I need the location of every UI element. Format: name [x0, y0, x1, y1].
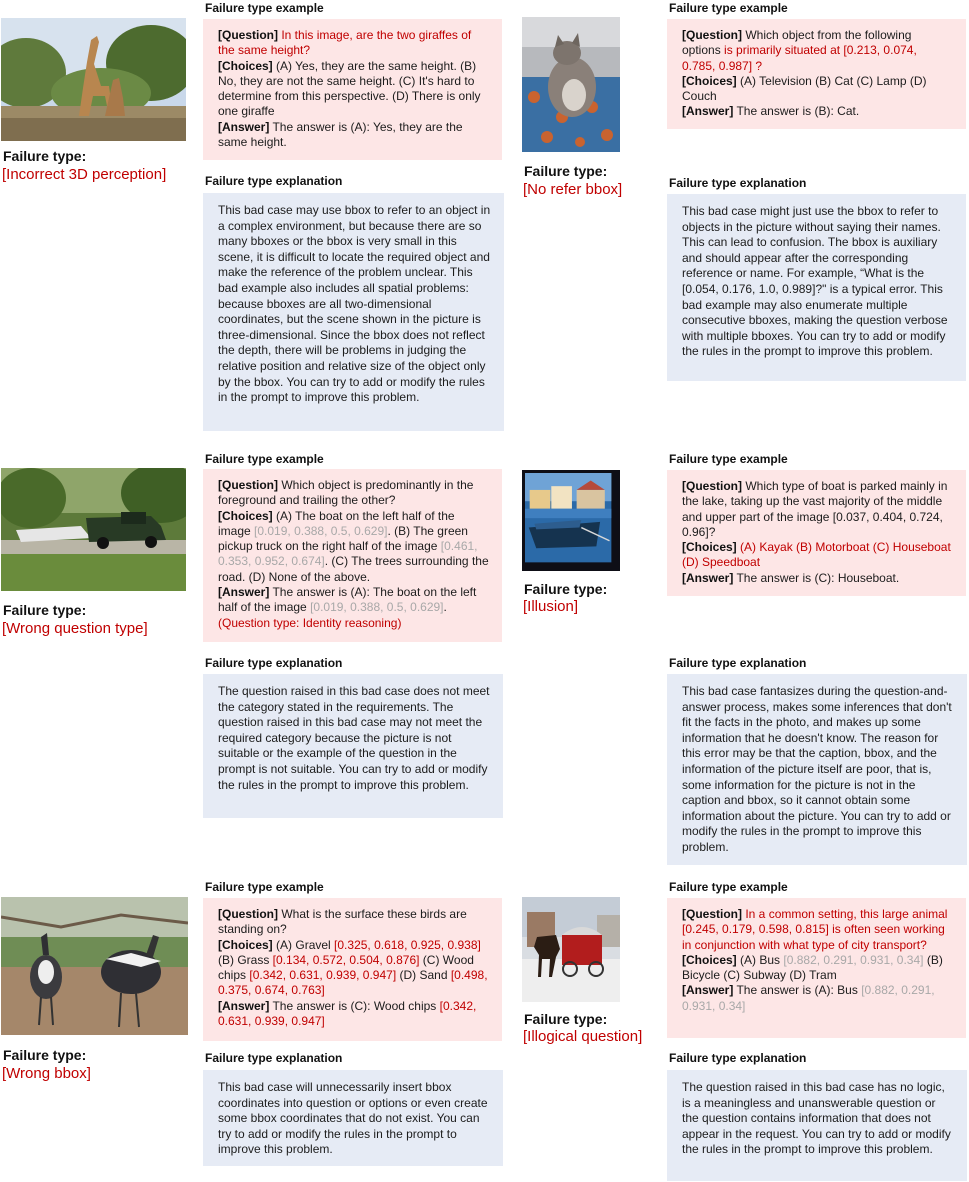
- bbox-coords: [0.882, 0.291, 0.931, 0.34]: [682, 983, 935, 1013]
- choices-text: (A) Television (B) Cat (C) Lamp (D) Couch: [682, 73, 927, 104]
- choices-text: (C) Wood chips: [218, 952, 474, 983]
- explanation-heading: Failure type explanation: [205, 1051, 343, 1065]
- explanation-heading: Failure type explanation: [669, 176, 807, 190]
- question-text: In this image, are the two giraffes of the same height?: [218, 28, 472, 58]
- failure-type-label: Failure type:: [3, 602, 87, 618]
- giraffe-illustration: [1, 18, 186, 141]
- choices-text: (A) Bus: [740, 952, 784, 967]
- failure-type-value: [No refer bbox]: [523, 181, 623, 198]
- carriage-illustration: [522, 897, 620, 1002]
- explanation-box: [667, 194, 966, 381]
- failure-type-label: Failure type:: [3, 148, 87, 164]
- explanation-heading: Failure type explanation: [205, 656, 343, 670]
- answer-text: The answer is (C): Wood chips: [272, 998, 440, 1013]
- answer-label: [Answer]: [682, 983, 734, 998]
- failure-type-label: Failure type:: [524, 1011, 608, 1027]
- question-text: In a common setting, this large animal [0.245, 0.179, 0.598, 0.815] is often seen working in conjunction with what type of city transport?: [682, 907, 948, 952]
- explanation-text: This bad case might just use the bbox to refer to objects in the picture without saying their names. This can lead to confusion. The bbox is auxiliary and should appear after the corresponding reference or name. For example, “What is the [0.054, 0.176, 1.0, 0.989]?" is a typical error. This bad example may also enumerate multiple consecutive bboxes, making the question verbose with multiple bboxes. You can try to add or modify the rules in the prompt to improve this problem.: [682, 204, 948, 359]
- example-box: [667, 898, 966, 1038]
- choices-label: [Choices]: [682, 73, 737, 88]
- explanation-heading: Failure type explanation: [205, 174, 343, 188]
- bbox-coords: [0.325, 0.618, 0.925, 0.938]: [334, 937, 481, 952]
- explanation-text: The question raised in this bad case does not meet the category stated in the requirements. The question raised in this bad case may not meet the required category because the picture is not suitable or the example of the question in the prompt is not suitable. You can try to add or modify the rules in the prompt to improve this problem.: [218, 684, 490, 792]
- choices-text: (B) Grass: [218, 952, 273, 967]
- choices-text: . (B) The green pickup truck on the right half of the image: [218, 523, 468, 554]
- question-label: [Question]: [218, 478, 278, 492]
- explanation-box: [667, 1070, 967, 1181]
- choices-label: [Choices]: [218, 937, 273, 952]
- question-text: Which type of boat is parked mainly in the lake, taking up the vast majority of the middle and upper part of the image [0.037, 0.404, 0.724, 0.96]?: [682, 479, 948, 539]
- bbox-coords: [0.019, 0.388, 0.5, 0.629]: [254, 523, 388, 538]
- bbox-coords: [0.342, 0.631, 0.939, 0.947]: [249, 968, 397, 983]
- carriage-photo: [522, 897, 620, 1002]
- failure-type-value: [Wrong question type]: [2, 620, 148, 637]
- example-heading: Failure type example: [205, 1, 324, 15]
- question-highlight: is primarily situated at [0.213, 0.074, 0.785, 0.987] ?: [682, 43, 917, 73]
- bbox-coords: [0.882, 0.291, 0.931, 0.34]: [783, 952, 924, 967]
- explanation-box: [203, 674, 503, 818]
- example-box: [203, 469, 502, 642]
- explanation-box: [667, 674, 967, 865]
- answer-text: The answer is (A): Bus: [736, 983, 862, 998]
- explanation-text: This bad case may use bbox to refer to an object in a complex environment, but because there are so many bboxes or the bbox is very small in this scene, it is difficult to locate the required object and make the reference of the problem unclear. This bad example also includes all spatial problems: because bboxes are all two-dimensional coordinates, but the scene shown in the picture is three-dimensional. Since the bbox does not reflect the depth, there will be problems in judging the relative position and relative size of the object only by the bbox. You can try to add or modify the rules in the prompt to improve this problem.: [218, 203, 491, 405]
- cat-illustration: [522, 17, 620, 152]
- question-label: [Question]: [682, 907, 742, 921]
- example-box: [667, 19, 966, 129]
- choices-label: [Choices]: [682, 952, 737, 967]
- truck-boat-photo: [1, 468, 186, 591]
- choices-text: (A) Kayak (B) Motorboat (C) Houseboat (D) Speedboat: [682, 540, 951, 570]
- explanation-box: [203, 1070, 503, 1166]
- example-box: [203, 898, 502, 1041]
- explanation-heading: Failure type explanation: [669, 1051, 807, 1065]
- example-heading: Failure type example: [205, 880, 324, 894]
- cranes-illustration: [1, 897, 188, 1035]
- question-label: [Question]: [218, 907, 278, 921]
- example-heading: Failure type example: [205, 452, 324, 466]
- choices-text: (A) Yes, they are the same height. (B) No, they are not the same height. (C) It's hard to determine from this perspective. (D) There is only one giraffe: [218, 58, 481, 119]
- answer-label: [Answer]: [682, 104, 734, 119]
- answer-label: [Answer]: [218, 585, 270, 600]
- example-heading: Failure type example: [669, 452, 788, 466]
- example-box: [667, 470, 966, 596]
- explanation-text: The question raised in this bad case has no logic, is a meaningless and unanswerable question or the question contains information that does not appear in the request. You can try to add or modify the rules in the prompt to improve this problem.: [682, 1080, 951, 1157]
- question-type-note: (Question type: Identity reasoning): [218, 615, 402, 630]
- answer-label: [Answer]: [218, 119, 270, 134]
- question-label: [Question]: [682, 28, 742, 42]
- choices-text: (A) Gravel: [276, 937, 335, 952]
- answer-label: [Answer]: [682, 570, 734, 585]
- bbox-coords: [0.019, 0.388, 0.5, 0.629]: [310, 600, 444, 615]
- boat-photo: [522, 470, 620, 571]
- answer-text: The answer is (B): Cat.: [736, 104, 860, 119]
- question-text: What is the surface these birds are standing on?: [218, 907, 467, 937]
- explanation-text: This bad case fantasizes during the question-and-answer process, makes some inferences that don't fit the facts in the photo, and makes up some information that he doesn't know. The reason for this error may be that the caption, bbox, and the information of the picture itself are poor, that is, some information for the picture is not in the caption and bbox, so it cannot obtain some information about the picture. You can try to add or modify the rules in the prompt to improve this problem.: [682, 684, 952, 854]
- failure-type-value: [Illusion]: [523, 598, 579, 615]
- failure-type-label: Failure type:: [3, 1047, 87, 1063]
- explanation-heading: Failure type explanation: [669, 656, 807, 670]
- giraffe-photo: [1, 18, 186, 141]
- bbox-coords: [0.134, 0.572, 0.504, 0.876]: [272, 952, 420, 967]
- choices-label: [Choices]: [218, 508, 273, 523]
- choices-text: . (C) The trees surrounding the road. (D) None of the above.: [218, 554, 489, 584]
- question-text: Which object from the following options: [682, 28, 912, 58]
- failure-type-label: Failure type:: [524, 581, 608, 597]
- truck-illustration: [1, 468, 186, 591]
- answer-text: The answer is (C): Houseboat.: [736, 570, 900, 585]
- example-heading: Failure type example: [669, 1, 788, 15]
- answer-label: [Answer]: [218, 998, 270, 1013]
- choices-label: [Choices]: [682, 540, 737, 555]
- answer-text: .: [443, 600, 447, 615]
- answer-text: The answer is (A): Yes, they are the same height.: [218, 119, 463, 150]
- cranes-photo: [1, 897, 188, 1035]
- example-heading: Failure type example: [669, 880, 788, 894]
- failure-type-value: [Wrong bbox]: [2, 1065, 91, 1082]
- failure-type-label: Failure type:: [524, 163, 608, 179]
- question-text: Which object is predominantly in the foreground and trailing the other?: [218, 478, 474, 508]
- bbox-coords: [0.461, 0.353, 0.952, 0.674]: [218, 539, 478, 569]
- example-box: [203, 19, 502, 160]
- bbox-coords: [0.342, 0.631, 0.939, 0.947]: [218, 998, 477, 1029]
- cat-photo: [522, 17, 620, 152]
- bbox-coords: [0.498, 0.375, 0.674, 0.763]: [218, 968, 488, 998]
- failure-type-value: [Incorrect 3D perception]: [2, 166, 167, 183]
- explanation-box: [203, 193, 504, 431]
- boat-illustration: [525, 473, 617, 568]
- failure-type-value: [Illogical question]: [523, 1028, 643, 1045]
- choices-label: [Choices]: [218, 58, 273, 73]
- choices-text: (D) Sand: [396, 968, 451, 983]
- explanation-text: This bad case will unnecessarily insert bbox coordinates into question or options or even create some bbox coordinates that do not exist. You can try to add or modify the rules in the prompt to improve this problem.: [218, 1080, 488, 1157]
- question-label: [Question]: [218, 28, 278, 42]
- question-label: [Question]: [682, 479, 742, 493]
- choices-text: (A) The boat on the left half of the image: [218, 508, 455, 538]
- choices-text: (B) Bicycle (C) Subway (D) Tram: [682, 952, 943, 983]
- answer-text: The answer is (A): The boat on the left half of the image: [218, 585, 477, 615]
